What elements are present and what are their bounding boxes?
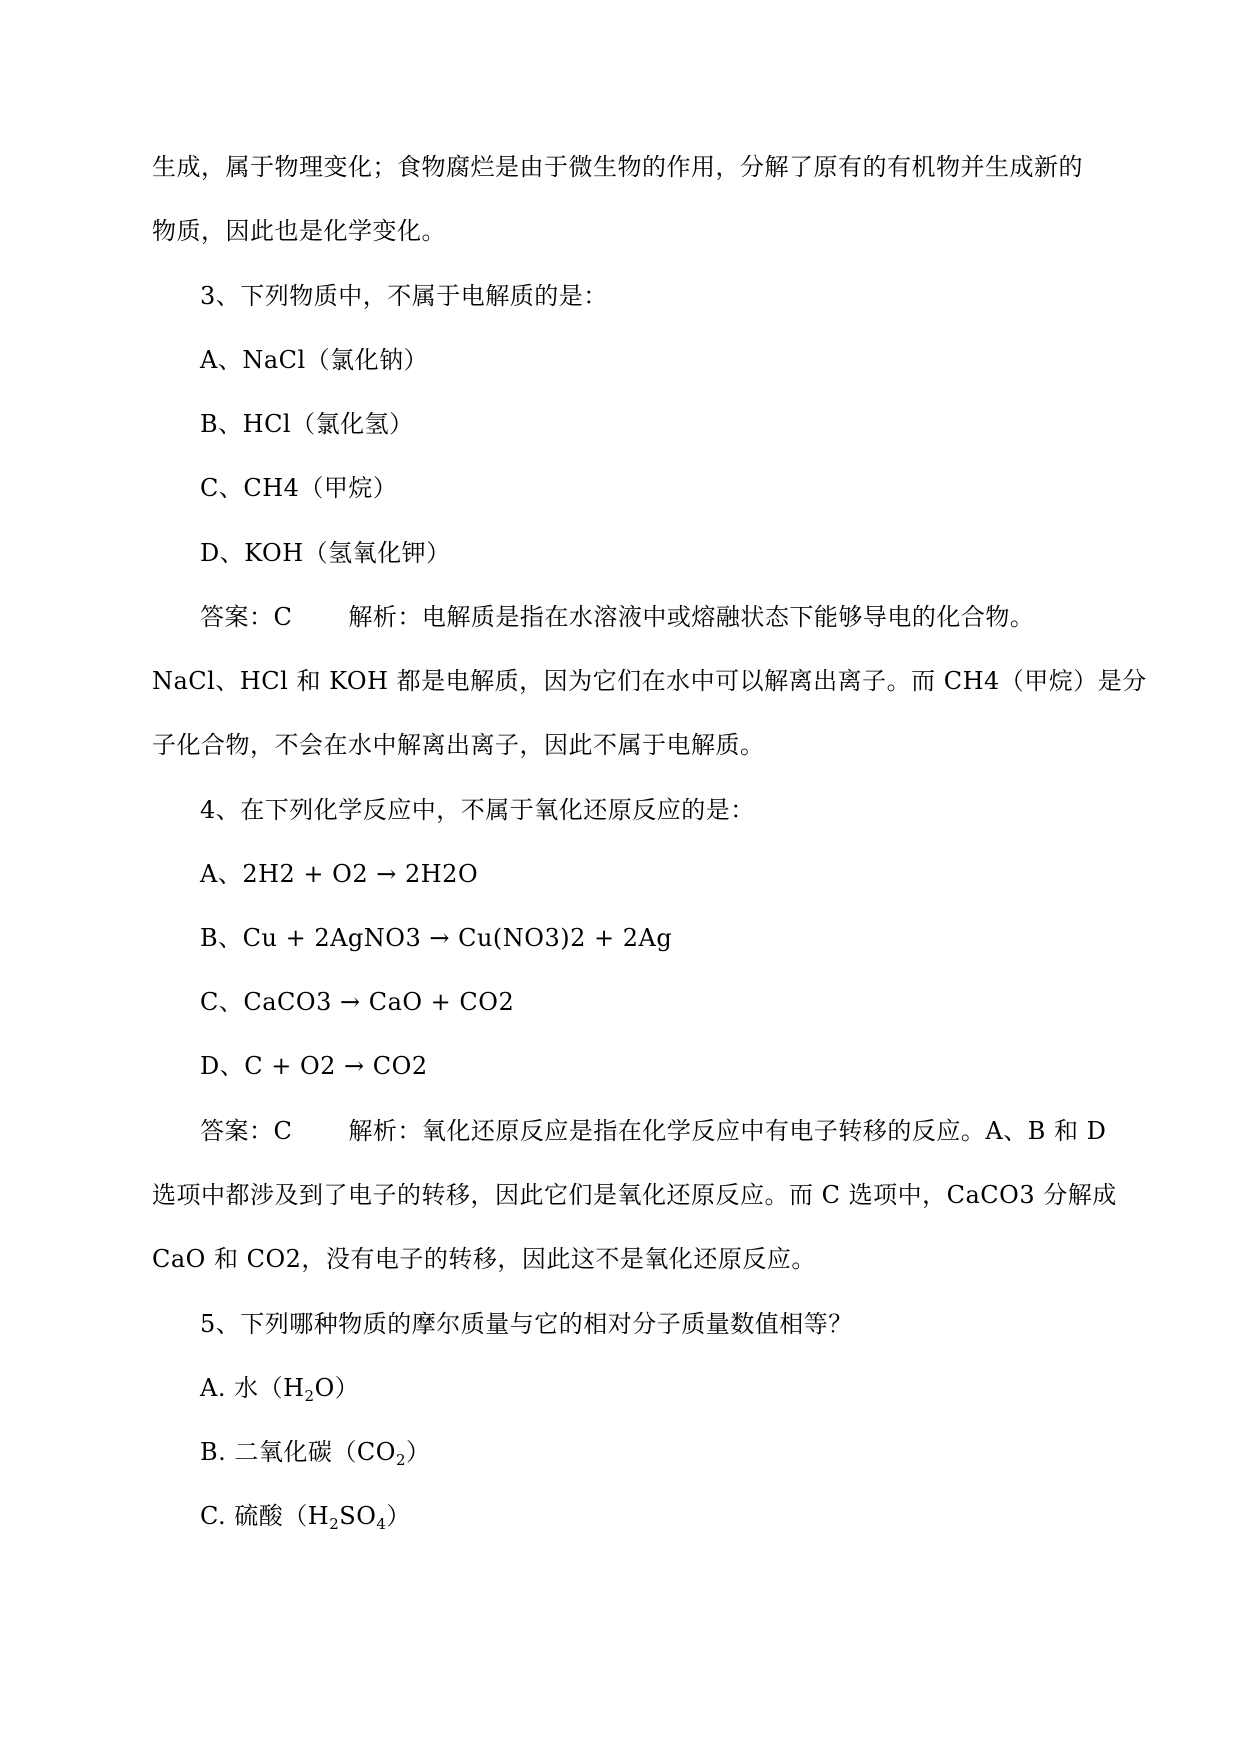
question-3: 3、下列物质中，不属于电解质的是： <box>200 282 608 310</box>
q5-option-a: A. 水$(H_2O)$ <box>200 1374 360 1405</box>
q4-option-c: C、CaCO3 → CaO + CO2 <box>200 988 515 1016</box>
q3-answer-line <box>200 601 1140 633</box>
q3-option-d: D、KOH（氢氧化钾） <box>200 539 451 567</box>
text-line: 物质，因此也是化学变化。 <box>152 217 446 245</box>
q4-option-b: B、Cu + 2AgNO3 → Cu(NO3)2 + 2Ag <box>200 924 673 952</box>
q4-analysis: 解析：氧化还原反应是指在化学反应中有电子转移的反应。A、B 和 D <box>348 1117 1107 1145</box>
q4-answer-line <box>200 1115 1140 1147</box>
q4-option-d: D、C + O2 → CO2 <box>200 1052 428 1080</box>
text-line: 生成，属于物理变化；食物腐烂是由于微生物的作用，分解了原有的有机物并生成新的 <box>152 153 1083 181</box>
q3-answer: 答案：C <box>200 603 293 631</box>
q5-option-b: B. 二氧化碳$(CO_2)$ <box>200 1438 431 1469</box>
q3-option-c: C、CH4（甲烷） <box>200 474 398 502</box>
text-line: NaCl、HCl 和 KOH 都是电解质，因为它们在水中可以解离出离子。而 CH4（甲烷）是分 <box>152 667 1147 695</box>
q3-analysis: 解析：电解质是指在水溶液中或熔融状态下能够导电的化合物。 <box>348 603 1035 631</box>
question-5: 5、下列哪种物质的摩尔质量与它的相对分子质量数值相等？ <box>200 1310 853 1338</box>
text-line: 子化合物，不会在水中解离出离子，因此不属于电解质。 <box>152 731 765 759</box>
text-line: 选项中都涉及到了电子的转移，因此它们是氧化还原反应。而 C 选项中，CaCO3 分解成 <box>152 1181 1117 1209</box>
q3-option-a: A、NaCl（氯化钠） <box>200 346 429 374</box>
question-4: 4、在下列化学反应中，不属于氧化还原反应的是： <box>200 796 755 824</box>
q4-option-a: A、2H2 + O2 → 2H2O <box>200 860 479 888</box>
q4-answer: 答案：C <box>200 1117 293 1145</box>
text-line: CaO 和 CO2，没有电子的转移，因此这不是氧化还原反应。 <box>152 1245 816 1273</box>
q5-option-c: C. 硫酸$(H_2SO_4)$ <box>200 1502 411 1533</box>
q3-option-b: B、HCl（氯化氢） <box>200 410 414 438</box>
